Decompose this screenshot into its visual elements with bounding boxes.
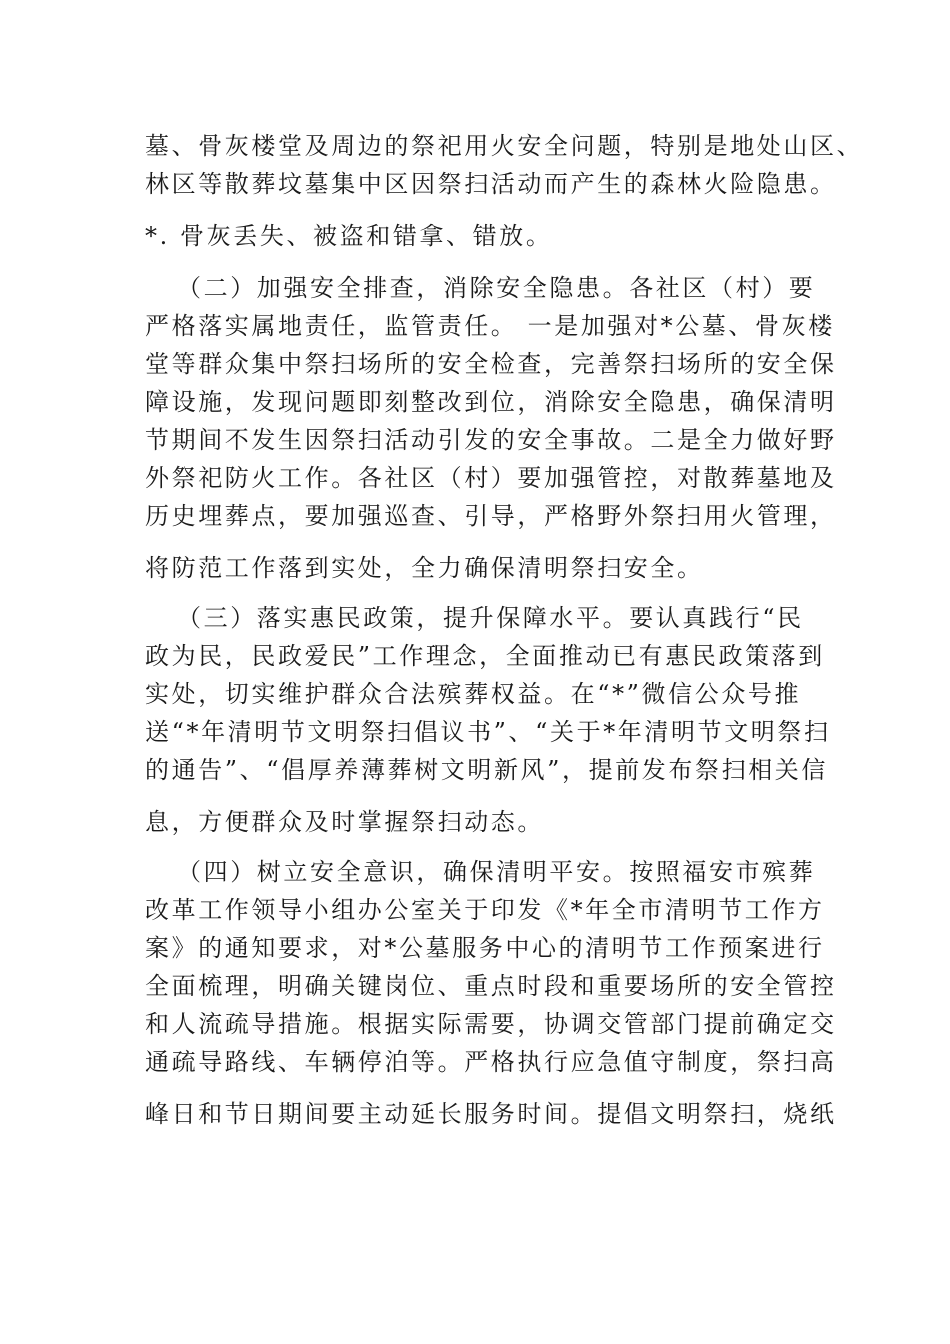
text-line: 墓、骨灰楼堂及周边的祭祀用火安全问题，特别是地处山区、 — [145, 132, 864, 160]
text-line: 峰日和节日期间要主动延长服务时间。提倡文明祭扫，烧纸 — [145, 1100, 837, 1128]
paragraph-start-line: （二）加强安全排查，消除安全隐患。各社区（村）要 — [177, 274, 816, 302]
text-line: 障设施，发现问题即刻整改到位，消除安全隐患，确保清明 — [145, 388, 837, 416]
text-line: 实处，切实维护群众合法殡葬权益。在“*”微信公众号推 — [145, 680, 802, 708]
text-line: 案》的通知要求，对*公墓服务中心的清明节工作预案进行 — [145, 934, 825, 962]
paragraph-start-line: （三）落实惠民政策，提升保障水平。要认真践行“民 — [177, 604, 804, 632]
text-line: 将防范工作落到实处，全力确保清明祭扫安全。 — [145, 554, 704, 582]
text-line: *. 骨灰丢失、被盗和错拿、错放。 — [145, 222, 553, 250]
text-line: 历史埋葬点，要加强巡查、引导，严格野外祭扫用火管理， — [145, 502, 837, 530]
paragraph-start-line: （四）树立安全意识，确保清明平安。按照福安市殡葬 — [177, 858, 816, 886]
text-line: 通疏导路线、车辆停泊等。严格执行应急值守制度，祭扫高 — [145, 1048, 837, 1076]
text-line: 节期间不发生因祭扫活动引发的安全事故。二是全力做好野 — [145, 426, 837, 454]
text-line: 林区等散葬坟墓集中区因祭扫活动而产生的森林火险隐患。 — [145, 170, 837, 198]
text-line: 息，方便群众及时掌握祭扫动态。 — [145, 808, 544, 836]
text-line: 堂等群众集中祭扫场所的安全检查，完善祭扫场所的安全保 — [145, 350, 837, 378]
text-line: 和人流疏导措施。根据实际需要，协调交管部门提前确定交 — [145, 1010, 837, 1038]
text-line: 的通告”、“倡厚养薄葬树文明新风”，提前发布祭扫相关信 — [145, 756, 829, 784]
text-line: 政为民，民政爱民”工作理念，全面推动已有惠民政策落到 — [145, 642, 825, 670]
text-line: 严格落实属地责任，监管责任。 一是加强对*公墓、骨灰楼 — [145, 312, 835, 340]
text-line: 改革工作领导小组办公室关于印发《*年全市清明节工作方 — [145, 896, 825, 924]
text-line: 全面梳理，明确关键岗位、重点时段和重要场所的安全管控 — [145, 972, 837, 1000]
text-line: 送“*年清明节文明祭扫倡议书”、“关于*年清明节文明祭扫 — [145, 718, 831, 746]
text-line: 外祭祀防火工作。各社区（村）要加强管控，对散葬墓地及 — [145, 464, 837, 492]
